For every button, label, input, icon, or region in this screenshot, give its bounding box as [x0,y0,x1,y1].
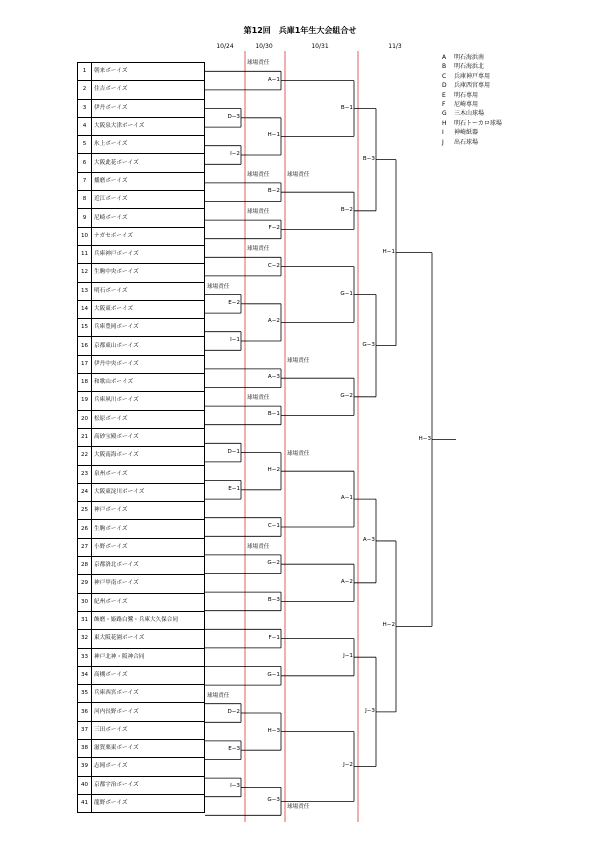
game-r3-g2: G−2 [340,392,353,399]
table-row: 22 大阪南海ボーイズ [78,447,205,465]
table-row: 3 伊丹ボーイズ [78,99,205,117]
game-r3-g1: G−1 [340,290,353,297]
legend-item: D 兵庫西宮専用 [442,82,491,90]
host-label: 球場責任 [287,357,310,364]
game-e3: E−3 [228,746,240,753]
game-e2: E−2 [228,299,240,306]
host-label: 球場責任 [247,395,270,402]
table-row: 39 志岡ボーイズ [78,758,205,776]
table-row: 14 大阪東ボーイズ [78,300,205,318]
table-row: 9 尼崎ボーイズ [78,209,205,227]
table-row: 34 高槻ボーイズ [78,666,205,684]
game-r3-j1: J−1 [343,653,353,660]
game-r3-j2: J−2 [343,762,353,769]
table-row: 4 大阪泉大津ボーイズ [78,117,205,135]
game-e1: E−1 [228,485,240,492]
table-row: 17 伊丹中央ボーイズ [78,355,205,373]
table-row: 25 神戸ボーイズ [78,502,205,520]
table-row: 24 大阪東淀川ボーイズ [78,483,205,501]
table-row: 19 兵庫夙川ボーイズ [78,392,205,410]
table-row: 6 大阪此花ボーイズ [78,154,205,172]
table-row: 21 高砂宝殿ボーイズ [78,428,205,446]
legend-item: I 神崎紙器 [442,129,479,137]
game-r5-h2: H−2 [382,622,395,629]
host-label: 球場責任 [247,543,270,550]
game-f2: F−2 [268,225,280,232]
legend-item: G 三木山球場 [442,110,485,118]
game-r4-g3: G−3 [362,341,375,348]
date-header-4: 11/3 [388,43,402,50]
table-row: 31 飾磨・姫路白鷺・兵庫大久保合同 [78,611,205,629]
legend-item: B 明石海浜北 [442,63,485,71]
table-row: 18 和歌山ボーイズ [78,374,205,392]
table-row: 13 明石ボーイズ [78,282,205,300]
table-row: 1 朝来ボーイズ [78,63,205,81]
table-row: 32 東大阪花園ボーイズ [78,630,205,648]
game-a3: A−3 [267,374,280,381]
game-g3: G−3 [267,797,280,804]
game-h3: H−3 [267,727,280,734]
legend-item: F 尼崎専用 [442,101,479,109]
legend-item: E 明石専用 [442,91,479,99]
game-g1: G−1 [267,671,280,678]
game-h2: H−2 [267,467,280,474]
game-i2: I−2 [230,151,240,157]
table-row: 38 滋賀栗東ボーイズ [78,739,205,757]
table-row: 23 泉州ボーイズ [78,465,205,483]
table-row: 37 三田ボーイズ [78,721,205,739]
game-i1: I−1 [230,337,240,343]
date-header-3: 10/31 [311,43,329,50]
game-r4-a3: A−3 [362,536,375,543]
table-row: 10 ナガセボーイズ [78,227,205,245]
table-row: 33 神戸北神・阪神合同 [78,648,205,666]
game-i3: I−3 [230,783,240,790]
game-r3-a1: A−1 [340,495,353,502]
table-row: 11 兵庫神戸ボーイズ [78,245,205,263]
game-r3-b2: B−2 [340,206,353,213]
host-label: 球場責任 [207,692,230,699]
table-row: 27 小野ボーイズ [78,538,205,556]
table-row: 26 生駒ボーイズ [78,520,205,538]
table-row: 7 播磨ボーイズ [78,172,205,190]
table-row: 40 京都宇治ボーイズ [78,776,205,794]
game-r4-b3: B−3 [362,155,375,162]
table-row: 30 紀州ボーイズ [78,593,205,611]
table-row: 28 京都洛北ボーイズ [78,557,205,575]
host-label: 球場責任 [207,283,230,290]
game-final-h3: H−3 [418,435,431,442]
table-row: 41 龍野ボーイズ [78,794,205,812]
host-label: 球場責任 [247,60,270,67]
host-label: 球場責任 [247,246,270,253]
table-row: 2 住吉ボーイズ [78,81,205,99]
game-d3: D−3 [227,113,240,120]
table-row: 8 近江ボーイズ [78,191,205,209]
table-row: 5 氷上ボーイズ [78,136,205,154]
game-f1: F−1 [268,634,280,641]
game-r3-a2: A−2 [340,578,353,585]
game-d1: D−1 [227,448,240,455]
table-row: 15 兵庫豊岡ボーイズ [78,319,205,337]
host-label: 球場責任 [287,804,310,811]
legend-item: H 明石トーカロ球場 [442,119,502,127]
game-b1: B−1 [267,411,280,418]
game-h1: H−1 [267,132,280,139]
host-label: 球場責任 [287,171,310,178]
table-row: 16 京都東山ボーイズ [78,337,205,355]
table-row: 20 松原ボーイズ [78,410,205,428]
page-title: 第12回 兵庫1年生大会組合せ [243,26,357,35]
game-c1: C−1 [267,523,280,529]
table-row: 36 河内長野ボーイズ [78,703,205,721]
date-header-1: 10/24 [216,43,234,50]
host-label: 球場責任 [287,450,310,457]
game-r3-b1: B−1 [340,104,353,111]
table-row: 12 生駒中央ボーイズ [78,264,205,282]
game-a2: A−2 [267,318,280,325]
game-a1: A−1 [267,76,280,83]
game-r5-h1: H−1 [382,248,395,255]
game-g2: G−2 [267,560,280,567]
date-header-2: 10/30 [255,43,273,50]
game-b3: B−3 [267,597,280,604]
game-c2: C−2 [267,262,280,269]
host-label: 球場責任 [247,171,270,178]
legend-item: J 出石球場 [442,138,479,146]
legend-item: A 明石海浜南 [442,54,485,61]
game-d2: D−2 [227,709,240,715]
legend-item: C 兵庫神戸専用 [442,72,491,80]
host-label: 球場責任 [247,209,270,216]
game-r4-j3: J−3 [365,707,375,714]
game-b2: B−2 [267,188,280,195]
table-row: 29 神戸甲南ボーイズ [78,575,205,593]
table-row: 35 兵庫西宮ボーイズ [78,685,205,703]
